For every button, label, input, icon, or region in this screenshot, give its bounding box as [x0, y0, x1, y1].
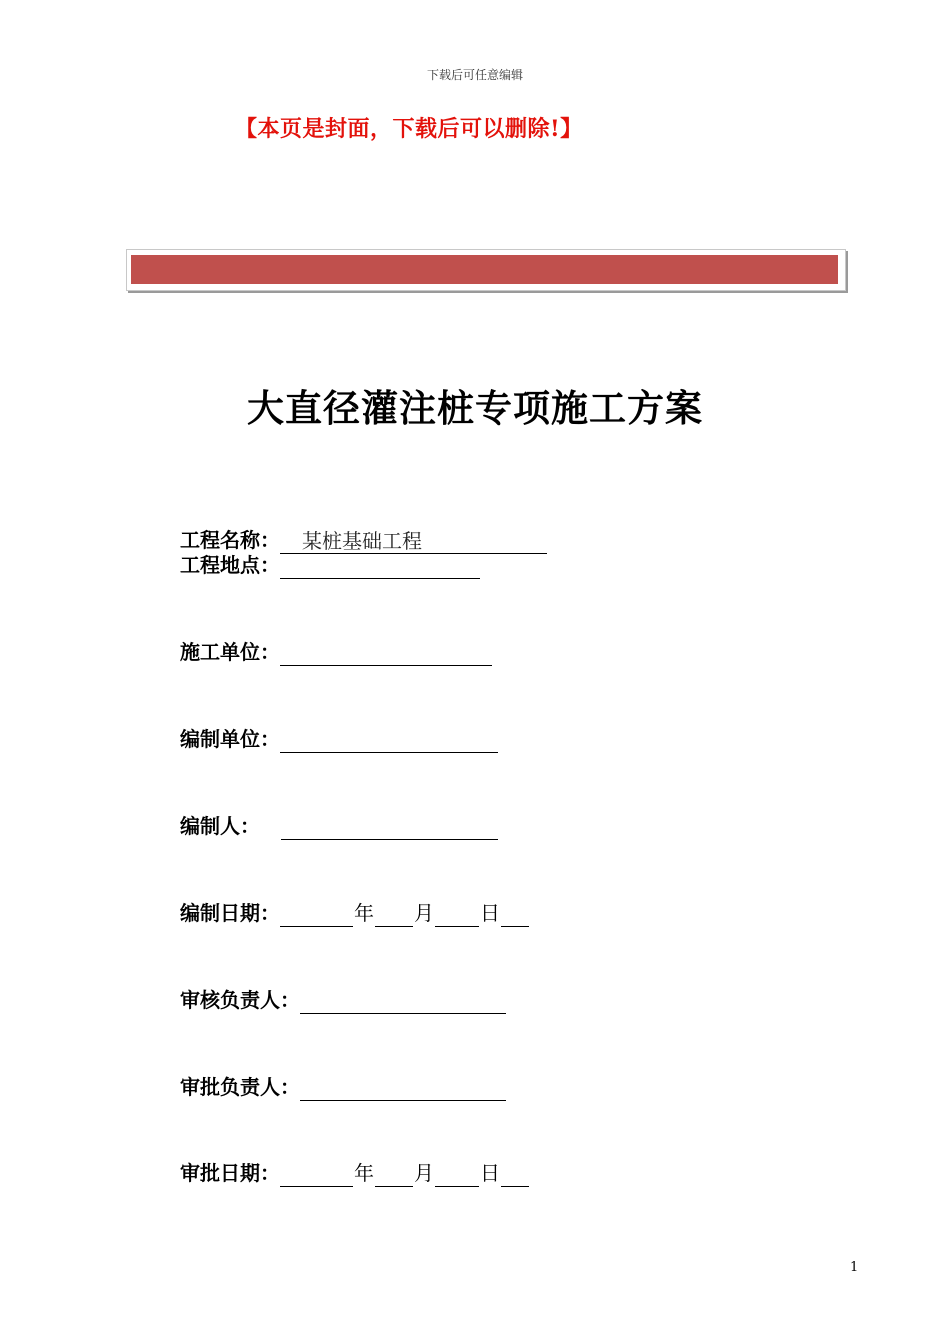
approval-date-trailing-blank [501, 1162, 529, 1187]
reviewer-blank[interactable] [300, 989, 506, 1014]
compile-date-trailing-blank [501, 902, 529, 927]
compiling-unit-blank[interactable] [280, 728, 498, 753]
year-unit: 年 [354, 901, 374, 925]
field-compiler [180, 812, 498, 840]
approver-blank[interactable] [300, 1076, 506, 1101]
decorative-band [131, 255, 838, 284]
field-reviewer [180, 986, 506, 1014]
day-unit: 日 [480, 1161, 500, 1185]
day-unit: 日 [480, 901, 500, 925]
header-note: 下载后可任意编辑 [426, 68, 523, 82]
compile-year-blank[interactable] [280, 902, 353, 927]
field-compile-date [180, 899, 529, 927]
compile-month-blank[interactable] [375, 902, 413, 927]
approval-year-blank[interactable] [280, 1162, 353, 1187]
document-title: 大直径灌注桩专项施工方案 [247, 386, 703, 430]
field-label: 编制单位： [180, 727, 280, 751]
field-label: 工程名称： [180, 528, 280, 552]
field-project-location [180, 551, 480, 579]
construction-unit-blank[interactable] [280, 641, 492, 666]
field-label: 审批负责人： [180, 1075, 300, 1099]
approval-month-blank[interactable] [375, 1162, 413, 1187]
field-label: 施工单位： [180, 640, 280, 664]
field-project-name [180, 526, 547, 554]
field-approval-date [180, 1159, 529, 1187]
cover-note: 【本页是封面，下载后可以删除!】 [235, 116, 583, 142]
month-unit: 月 [414, 901, 434, 925]
field-label: 编制人： [180, 814, 260, 838]
approval-day-blank[interactable] [435, 1162, 479, 1187]
project-location-blank[interactable] [280, 554, 480, 579]
compile-day-blank[interactable] [435, 902, 479, 927]
field-approver [180, 1073, 506, 1101]
field-label: 审核负责人： [180, 988, 300, 1012]
year-unit: 年 [354, 1161, 374, 1185]
field-label: 编制日期： [180, 901, 280, 925]
field-compiling-unit [180, 725, 498, 753]
field-label: 审批日期： [180, 1161, 280, 1185]
project-name-value[interactable]: 某桩基础工程 [280, 529, 547, 554]
field-label: 工程地点： [180, 553, 280, 577]
month-unit: 月 [414, 1161, 434, 1185]
page-number: 1 [850, 1260, 859, 1275]
field-construction-unit [180, 638, 492, 666]
compiler-blank[interactable] [281, 815, 498, 840]
